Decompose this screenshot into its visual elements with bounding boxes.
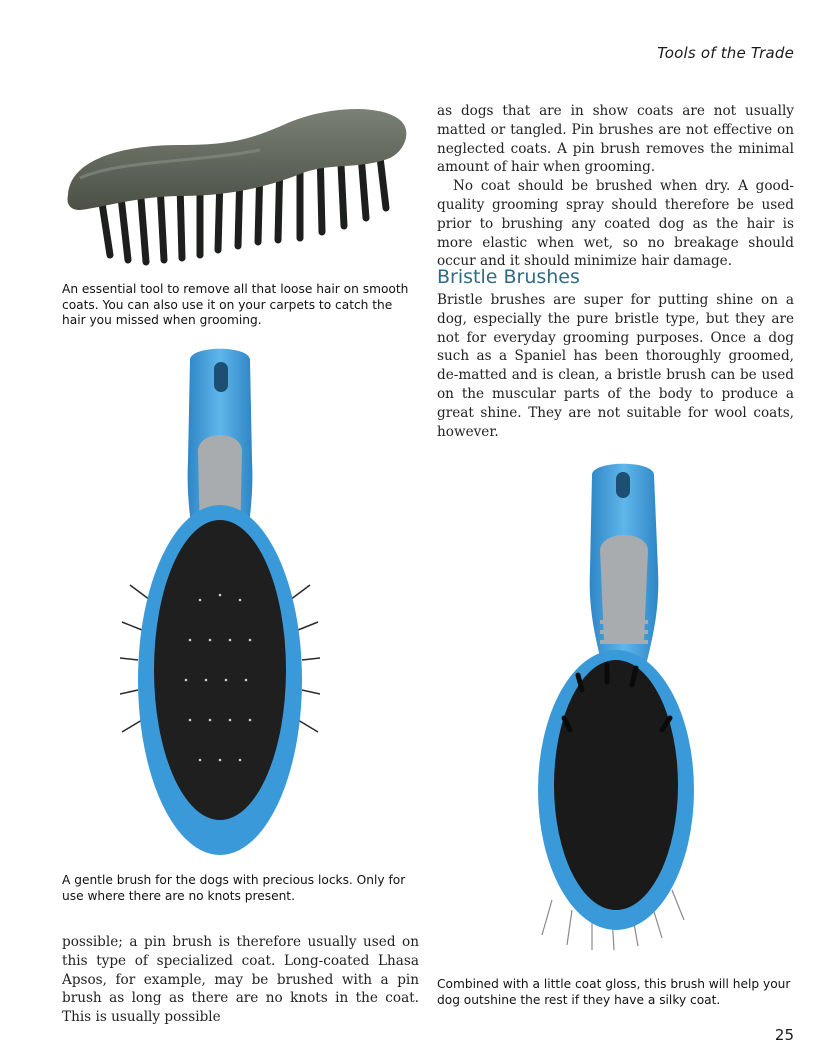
- right-column-text: [437, 102, 794, 271]
- continuation-paragraph: as dogs that are in show coats are not usually matted or tangled. Pin brushes are not effective on neglected coats. A pin brush removes the minimal amount of hair when grooming.: [437, 103, 794, 176]
- rubber-brush-photo: [60, 100, 410, 275]
- left-column-bottom-text: [62, 933, 419, 1027]
- bristle-brushes-paragraph: Bristle brushes are super for putting shine on a dog, especially the pure bristle type, but they are not for everyday grooming purposes. Once a dog such as a Spaniel has been thoroughly groomed, de-matted and is clean, a bristle brush can be used on the muscular parts of the body to produce a great shine. They are not suitable for wool coats, however.: [437, 292, 794, 440]
- figure-caption-bristle-brush: Combined with a little coat gloss, this brush will help your dog outshine the rest if they have a silky coat.: [437, 977, 791, 1007]
- figure-caption-pin-brush: A gentle brush for the dogs with precious locks. Only for use where there are no knots present.: [62, 873, 406, 903]
- figure-caption-rubber-brush: An essential tool to remove all that loose hair on smooth coats. You can also use it on your carpets to catch the hair you missed when grooming.: [62, 282, 409, 328]
- running-head: Tools of the Trade: [657, 44, 794, 62]
- bristle-brush-photo: [512, 460, 702, 960]
- page-number: 25: [774, 1026, 794, 1044]
- section-heading: Bristle Brushes: [437, 266, 580, 288]
- bristle-brushes-text: [437, 291, 794, 441]
- pin-brush-photo: [120, 340, 320, 860]
- paragraph-grooming-spray: No coat should be brushed when dry. A good-quality grooming spray should therefore be used prior to brushing any coated dog as the hair is more elastic when wet, so no breakage should occur and it should minimize hair damage.: [437, 178, 794, 270]
- left-column-paragraph: possible; a pin brush is therefore usually used on this type of specialized coat. Long-coated Lhasa Apsos, for example, may be brushed with a pin brush as long as there are no knots in the coat. This is usually possible: [62, 934, 419, 1026]
